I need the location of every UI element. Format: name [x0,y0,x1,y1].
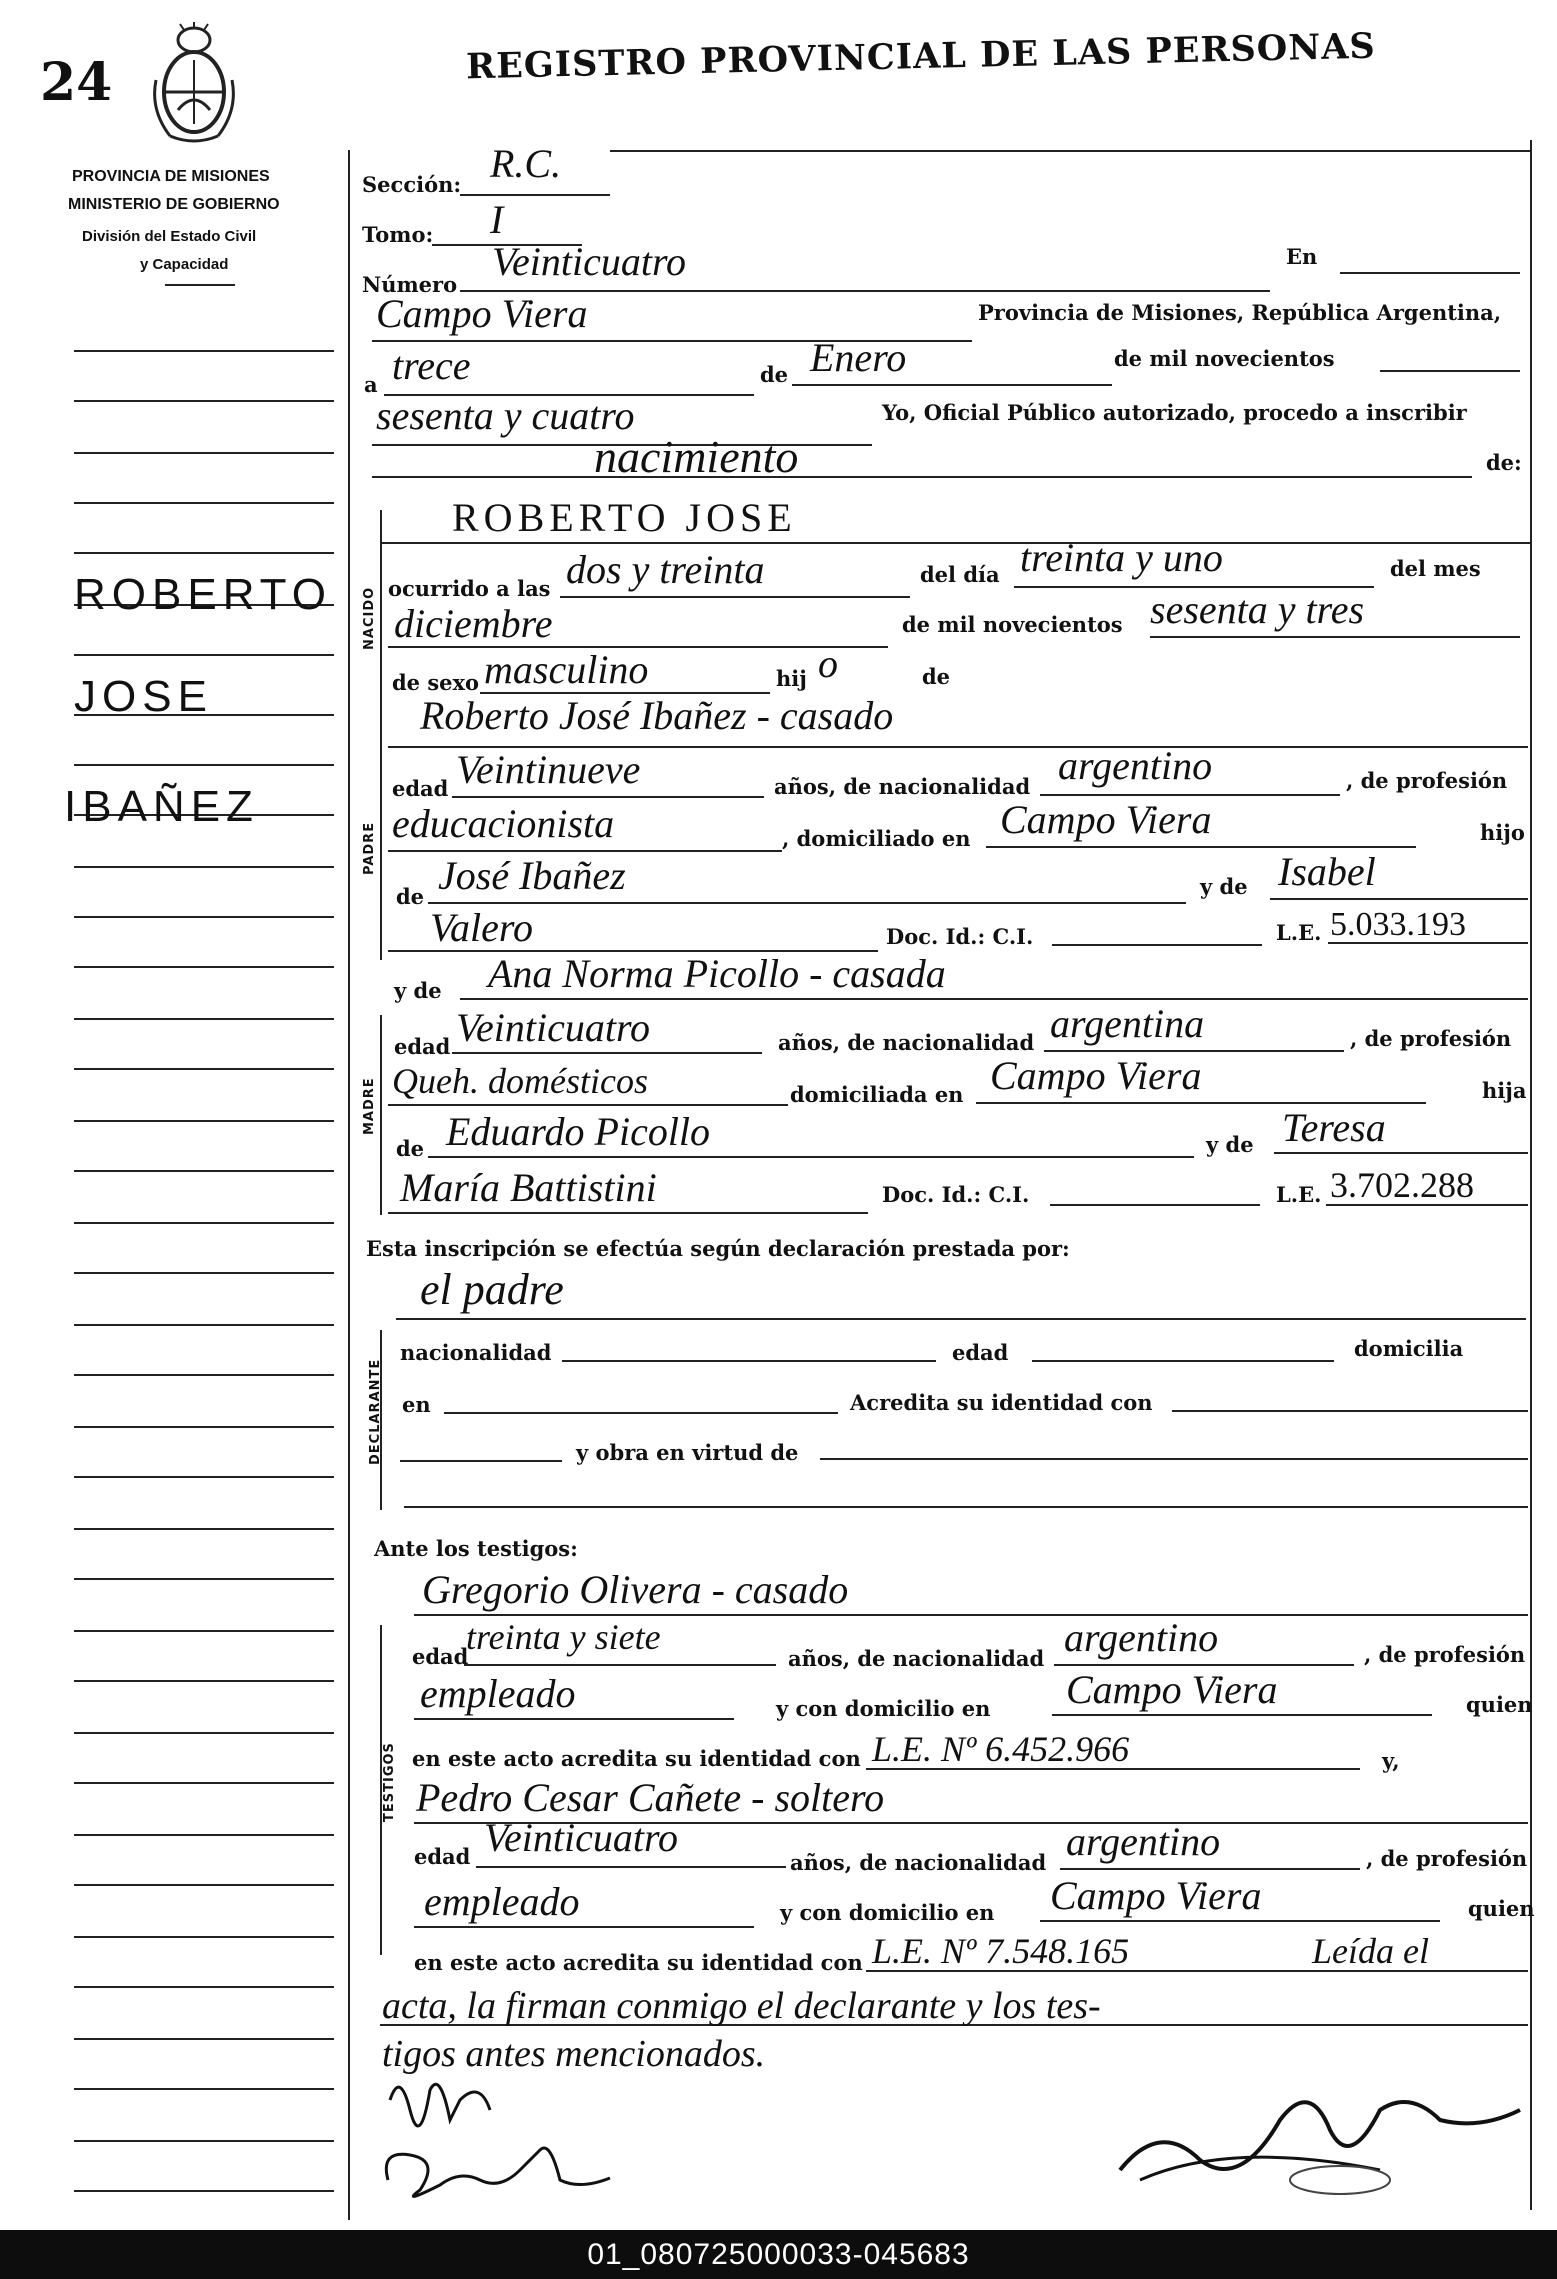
label-de-m: de [396,1136,425,1161]
signature-declarante [380,2060,620,2210]
label-quien-t2: quien [1468,1896,1535,1921]
label-y-de-m: y de [1206,1132,1254,1157]
signature-oficial [1080,2060,1530,2200]
value-t1-doc: L.E. Nº 6.452.966 [872,1729,1130,1769]
label-esta-inscripcion: Esta inscripción se efectúa según declaración prestada por: [366,1236,1070,1261]
value-t1-prof: empleado [420,1671,576,1716]
label-hij: hij [776,666,807,691]
label-de-mil: de mil novecientos [1114,346,1335,371]
label-de-sexo: de sexo [392,670,480,695]
value-madre-nac: argentina [1050,1001,1205,1046]
side-label-nacido: NACIDO [362,586,377,650]
madre-edad-line [452,1052,762,1054]
label-provincia: Provincia de Misiones, República Argentina, [978,300,1502,325]
value-anio: sesenta y cuatro [376,393,635,438]
declarante-nac-line [562,1360,936,1362]
nombre-line [380,542,1530,544]
label-nacionalidad: nacionalidad [400,1340,552,1365]
value-numero: Veinticuatro [492,239,687,284]
org-line-2: MINISTERIO DE GOBIERNO [68,196,280,213]
label-edad-t2: edad [414,1844,471,1869]
declarante-name-line [396,1318,1526,1320]
label-domiciliada: domiciliada en [790,1082,964,1107]
label-domiciliado: , domiciliado en [782,826,971,851]
value-cierre-2: acta, la firman conmigo el declarante y los tes- [382,1985,1101,2027]
padre-box-border [380,760,382,960]
t2-dom-line [1040,1920,1440,1922]
label-en-este-acto-t1: en este acto acredita su identidad con [412,1746,861,1771]
label-anos-nac: años, de nacionalidad [774,774,1031,799]
label-hijo: hijo [1480,820,1525,845]
label-anos-nac-t2: años, de nacionalidad [790,1850,1047,1875]
value-tomo: I [490,197,504,242]
side-label-madre: MADRE [362,1077,377,1135]
anio-nac-line [1150,636,1520,638]
margin-name-1: ROBERTO [74,570,332,619]
value-mes-nac: diciembre [394,601,553,646]
label-edad: edad [392,776,449,801]
label-del-dia: del día [920,562,1000,587]
abuela-m2-line [388,1212,868,1214]
value-madre-prof: Queh. domésticos [392,1061,648,1101]
form-left-border [348,150,350,2220]
madre-box-border [380,1015,382,1215]
label-tomo: Tomo: [362,222,434,247]
abuelo-p-line [428,902,1186,904]
label-de-2: de [922,664,951,689]
label-edad-m: edad [394,1034,451,1059]
value-hora: dos y treinta [566,547,765,592]
label-de-profesion: , de profesión [1346,768,1508,793]
t1-edad-line [464,1664,776,1666]
value-t2-dom: Campo Viera [1050,1873,1262,1918]
label-en-este-acto-t2: en este acto acredita su identidad con [414,1950,863,1975]
label-de-mil-2: de mil novecientos [902,612,1123,637]
label-doc-id: Doc. Id.: C.I. [886,924,1034,949]
value-padre-edad: Veintinueve [456,747,641,792]
declarante-extra-line [404,1506,1528,1508]
nacido-box-border [380,510,382,760]
value-acto: nacimiento [594,431,799,482]
value-hijo-letra: o [818,641,838,686]
value-dia: trece [392,343,471,388]
label-en: En [1286,244,1318,269]
padre-edad-line [452,796,764,798]
page-number: 24 [40,52,113,113]
label-y-coma: y, [1382,1748,1400,1773]
value-lugar: Campo Viera [376,291,588,336]
declarante-obra-line-1 [400,1460,562,1462]
label-y-con-domicilio-t2: y con domicilio en [780,1900,995,1925]
label-le-m: L.E. [1276,1182,1322,1207]
mil-line [1380,370,1520,372]
value-padre-le: 5.033.193 [1330,906,1466,943]
side-label-padre: PADRE [362,821,377,875]
page-title: REGISTRO PROVINCIAL DE LAS PERSONAS [465,25,1377,88]
margin-name-2: JOSE [74,672,213,721]
value-cierre-1: Leída el [1312,1931,1429,1971]
value-t2-nac: argentino [1066,1819,1221,1864]
value-seccion: R.C. [490,141,562,186]
declarante-dom-line [444,1412,838,1414]
coat-of-arms-icon [148,20,240,150]
label-a: a [364,372,378,397]
acto-line [372,476,1472,478]
abuelo-m-line [428,1156,1194,1158]
declarante-obra-line-2 [820,1458,1528,1460]
label-y-de: y de [1200,874,1248,899]
value-madre-edad: Veinticuatro [456,1005,651,1050]
form-top-border [610,150,1530,152]
value-abuelo-p: José Ibañez [438,853,626,898]
seccion-line [460,194,610,196]
value-madre-le: 3.702.288 [1330,1165,1474,1205]
value-t2-doc: L.E. Nº 7.548.165 [872,1931,1130,1971]
doc-id-line [1052,944,1262,946]
side-label-testigos: TESTIGOS [382,1742,397,1822]
t2-prof-line [414,1926,754,1928]
value-abuela-p2: Valero [430,905,533,950]
org-underline [165,284,235,286]
label-de: de [760,362,789,387]
label-de-colon: de: [1486,450,1522,475]
label-le: L.E. [1276,920,1322,945]
margin-name-3: IBAÑEZ [64,782,259,831]
t1-prof-line [414,1718,734,1720]
value-cierre-3: tigos antes mencionados. [382,2033,766,2075]
label-edad-t1: edad [412,1644,469,1669]
value-mes: Enero [810,335,907,380]
t1-dom-line [1052,1714,1432,1716]
value-padre-dom: Campo Viera [1000,797,1212,842]
declarante-edad-line [1032,1360,1334,1362]
abuela-p-line [1270,898,1528,900]
side-label-declarante: DECLARANTE [368,1358,383,1465]
label-en-d: en [402,1392,431,1417]
value-anio-nac: sesenta y tres [1150,587,1365,632]
value-abuela-m2: María Battistini [400,1165,657,1210]
org-line-3: División del Estado Civil [82,228,257,245]
doc-id-m-line [1050,1204,1260,1206]
value-nombre: ROBERTO JOSE [452,495,797,540]
label-quien-t1: quien [1466,1692,1533,1717]
hora-line [560,596,910,598]
label-de-profesion-t1: , de profesión [1364,1642,1526,1667]
footer-id: 01_080725000033-045683 [587,2238,970,2271]
label-anos-nac-m: años, de nacionalidad [778,1030,1035,1055]
abuela-m-line [1274,1152,1528,1154]
label-del-mes: del mes [1390,556,1481,581]
label-de-profesion-m: , de profesión [1350,1026,1512,1051]
value-testigo2: Pedro Cesar Cañete - soltero [416,1775,885,1820]
value-sexo: masculino [484,647,649,692]
value-padre: Roberto José Ibañez - casado [420,693,894,738]
value-t1-nac: argentino [1064,1615,1219,1660]
label-de-profesion-t2: , de profesión [1366,1846,1528,1871]
label-anos-nac-t1: años, de nacionalidad [788,1646,1045,1671]
value-testigo1: Gregorio Olivera - casado [422,1567,849,1612]
t2-nac-line [1060,1868,1360,1870]
value-declarante: el padre [420,1265,564,1314]
value-padre-prof: educacionista [392,801,615,846]
value-t2-edad: Veinticuatro [484,1815,679,1860]
mes-line [792,384,1112,386]
org-line-1: PROVINCIA DE MISIONES [72,168,270,185]
en-line [1340,272,1520,274]
label-domicilia: domicilia [1354,1336,1464,1361]
value-t1-edad: treinta y siete [466,1617,661,1657]
label-hija: hija [1482,1078,1527,1103]
org-line-4: y Capacidad [140,256,229,273]
value-t1-dom: Campo Viera [1066,1667,1278,1712]
value-abuelo-m: Eduardo Picollo [446,1109,711,1154]
label-edad-d: edad [952,1340,1009,1365]
value-abuela-p1: Isabel [1278,849,1376,894]
value-dia-nac: treinta y uno [1020,535,1223,580]
t2-edad-line [476,1866,786,1868]
label-ocurrido: ocurrido a las [388,576,551,601]
value-t2-prof: empleado [424,1879,580,1924]
label-acredita: Acredita su identidad con [850,1390,1153,1415]
madre-prof-line [388,1104,788,1106]
label-de-padre: de [396,884,425,909]
label-y-de-madre: y de [394,978,442,1003]
label-seccion: Sección: [362,172,462,197]
label-y-obra: y obra en virtud de [576,1440,799,1465]
label-ante-testigos: Ante los testigos: [374,1536,578,1561]
declarante-doc-line [1172,1410,1528,1412]
value-madre-dom: Campo Viera [990,1053,1202,1098]
label-y-con-domicilio-t1: y con domicilio en [776,1696,991,1721]
value-abuela-m1: Teresa [1282,1105,1386,1150]
label-yo-oficial: Yo, Oficial Público autorizado, procedo a inscribir [882,400,1467,425]
madre-line [460,998,1528,1000]
value-padre-nac: argentino [1058,743,1213,788]
label-numero: Número [362,272,458,297]
label-doc-id-m: Doc. Id.: C.I. [882,1182,1030,1207]
value-madre: Ana Norma Picollo - casada [488,951,946,996]
